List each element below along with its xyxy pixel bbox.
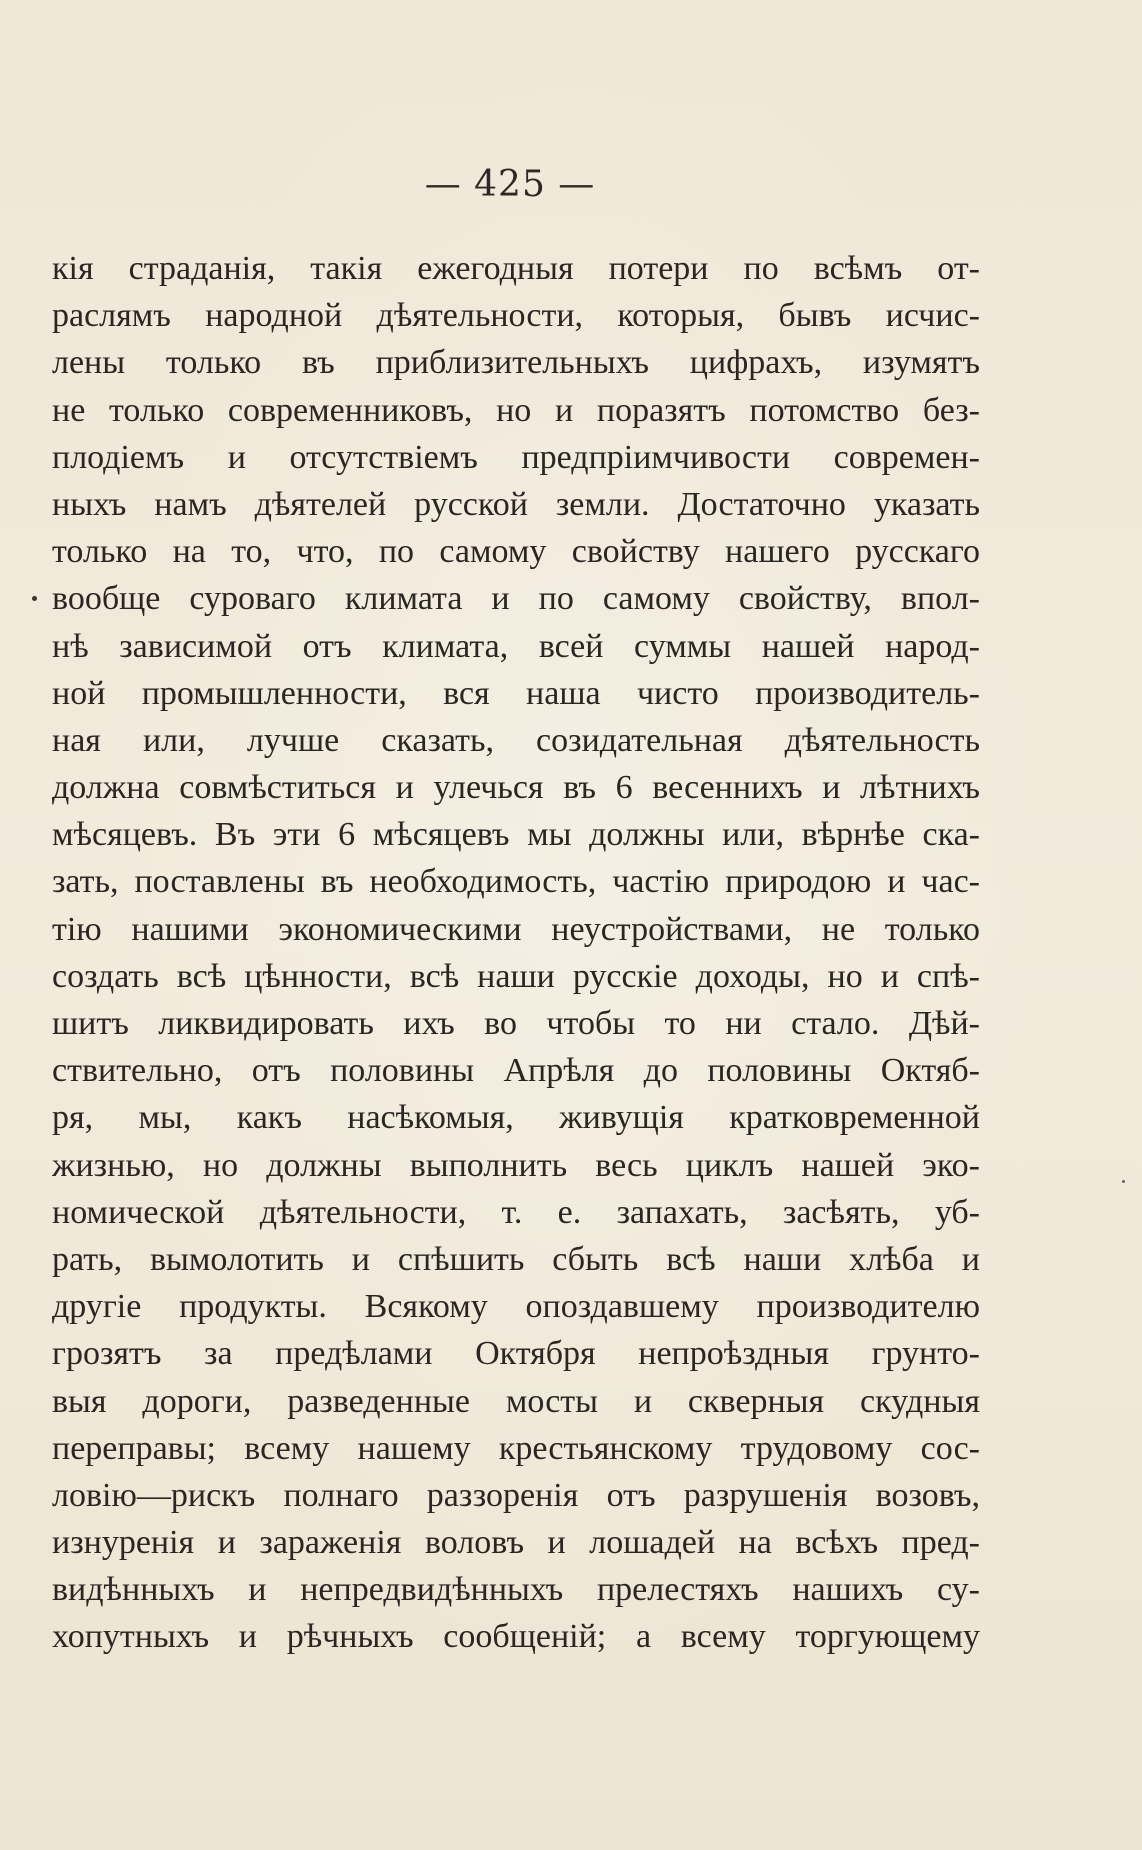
text-line: мѣсяцевъ. Въ эти 6 мѣсяцевъ мы должны или, вѣрнѣе ска-: [52, 816, 980, 854]
margin-dot: [32, 596, 37, 601]
text-line: выя дороги, разведенные мосты и скверныя скудныя: [52, 1382, 980, 1420]
text-line: шитъ ликвидировать ихъ во чтобы то ни стало. Дѣй-: [52, 1005, 980, 1042]
text-line: ная или, лучше сказать, созидательная дѣятельность: [52, 721, 980, 759]
text-line: лены только въ приблизительныхъ цифрахъ, изумятъ: [52, 344, 980, 382]
text-line: видѣнныхъ и непредвидѣнныхъ прелестяхъ нашихъ су-: [52, 1571, 980, 1609]
text-line: ря, мы, какъ насѣкомыя, живущія кратковременной: [52, 1099, 980, 1137]
text-line: другіе продукты. Всякому опоздавшему производителю: [52, 1288, 980, 1326]
text-line: плодіемъ и отсутствіемъ предпріимчивости современ-: [52, 438, 980, 476]
text-line: переправы; всему нашему крестьянскому трудовому сос-: [52, 1429, 980, 1467]
body-text: [52, 245, 980, 1661]
text-line: кія страданія, такія ежегодныя потери по всѣмъ от-: [52, 250, 980, 287]
text-line: создать всѣ цѣнности, всѣ наши русскіе доходы, но и спѣ-: [52, 957, 980, 995]
text-line: должна совмѣститься и улечься въ 6 весеннихъ и лѣтнихъ: [52, 769, 980, 807]
text-line: жизнью, но должны выполнить весь циклъ нашей эко-: [52, 1146, 980, 1184]
text-line: раслямъ народной дѣятельности, которыя, бывъ исчис-: [52, 297, 980, 335]
text-line: нѣ зависимой отъ климата, всей суммы нашей народ-: [52, 627, 980, 665]
text-line: рать, вымолотить и спѣшить сбыть всѣ наши хлѣба и: [52, 1240, 980, 1278]
text-line: ныхъ намъ дѣятелей русской земли. Достаточно указать: [52, 485, 980, 523]
text-line: ной промышленности, вся наша чисто производитель-: [52, 674, 980, 712]
text-line: номической дѣятельности, т. е. запахать, засѣять, уб-: [52, 1193, 980, 1231]
text-line: зать, поставлены въ необходимость, частію природою и час-: [52, 863, 980, 901]
text-line: хопутныхъ и рѣчныхъ сообщеній; а всему торгующему: [52, 1618, 980, 1656]
margin-speck: [1122, 1180, 1125, 1183]
text-line: только на то, что, по самому свойству нашего русскаго: [52, 533, 980, 571]
text-line: вообще суроваго климата и по самому свойству, впол-: [52, 580, 980, 618]
text-line: тію нашими экономическими неустройствами, не только: [52, 910, 980, 948]
text-line: не только современниковъ, но и поразятъ потомство без-: [52, 391, 980, 429]
text-line: грозятъ за предѣлами Октября непроѣздныя грунто-: [52, 1335, 980, 1373]
text-line: изнуренія и зараженія воловъ и лошадей на всѣхъ пред-: [52, 1524, 980, 1562]
text-line: ловію—рискъ полнаго раззоренія отъ разрушенія возовъ,: [52, 1476, 980, 1514]
page-number: — 425 —: [424, 164, 596, 205]
text-line: ствительно, отъ половины Апрѣля до половины Октяб-: [52, 1052, 980, 1090]
